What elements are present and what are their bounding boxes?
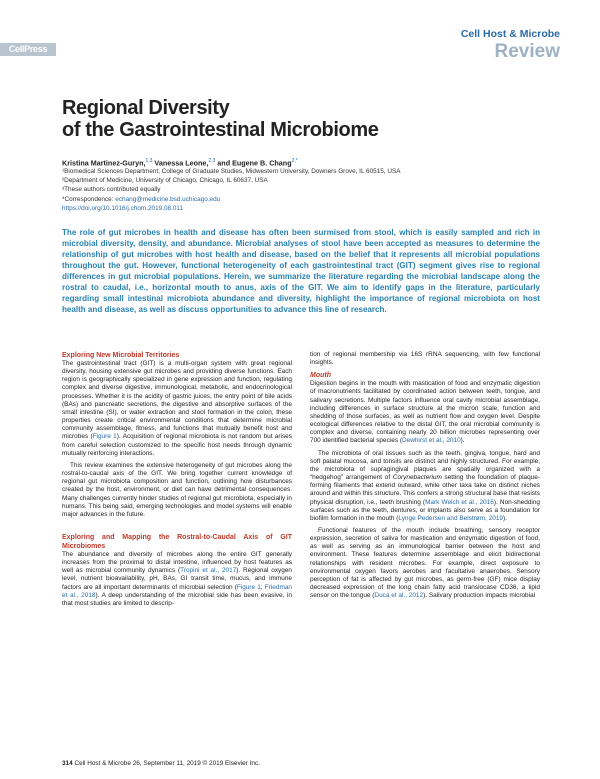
paragraph-text: The abundance and diversity of microbes along the entire GIT generally increases from the proximal to distal intestine, influenced by host features as well as microbial community dynamics ( — [62, 550, 292, 575]
right-column — [310, 351, 540, 604]
correspondence-label: *Correspondence: — [62, 196, 116, 203]
paragraph-text: ). — [460, 437, 465, 445]
reference-link[interactable]: Dewhirst et al., 2010 — [401, 437, 461, 445]
paragraph — [62, 551, 292, 608]
paragraph-text: ). Regional oxygen level, nutrient bioavailability, pH, BAs, GI transit time, mucus, and immune factors are all important determinants of microbial selection ( — [62, 567, 292, 591]
section-heading-mapping: Exploring and Mapping the Rostral-to-Caudal Axis of GIT Microbiomes — [62, 533, 292, 550]
paragraph-text: The gastrointestinal tract (GIT) is a multi-organ system with great regional diversity, housing extensive gut microbes and providing diverse functions. Each region is geographically specialized in gene expression and function, regulating complex and diverse digestive, immunological, metabolic, and endocrinological processes. Whether it is the acidity of gastric juices, the entry point of bile acids (BAs) and pancreatic secretions, the digestive and absorptive surfaces of the small intestine (SI), or water extraction and stool formation in the colon, these properties create critical environmental conditions that determine microbial community assemblage, fitness, and functions that mutually benefit host and microbes ( — [62, 360, 292, 441]
paragraph-text: ). Salivary production impacts microbial — [423, 592, 536, 600]
reference-link[interactable]: Tropini et al., 2017 — [180, 567, 237, 575]
paragraph — [310, 380, 540, 445]
reference-link[interactable]: Friedman et al., 2018 — [62, 583, 292, 599]
author-2: Vanessa Leone, — [152, 158, 209, 168]
author-1-affiliation: 1,3 — [145, 158, 153, 164]
paragraph: This review examines the extensive heterogeneity of gut microbes along the rostral-to-caudal axis of the GIT. We bring together current knowledge of regional gut microbiota composition and function, outlining how disturbances created by the host, environment, or diet can have detrimental consequences. Many challenges currently hinder studies of regional gut microbiota, especially in humans. This being said, emerging technologies and model systems will enable major advances in the future. — [62, 461, 292, 518]
paragraph — [62, 360, 292, 458]
footer-citation: Cell Host & Microbe 26, September 11, 2019 © 2019 Elsevier Inc. — [72, 760, 260, 767]
affiliation-3: ³These authors contributed equally — [62, 186, 161, 193]
correspondence-email-link[interactable]: echang@medicine.bsd.uchicago.edu — [115, 196, 221, 203]
paragraph-text: Functional features of the mouth include breathing, sensory receptor expression, secretion of saliva for mastication and enzymatic digestion of food, as well as serving as an immunological barrier between the host and environment. These features determine assemblage and elicit bidirectional relationships with resident microbes. For example, direct exposure to environmental oxygen favors aerobes and facultative anaerobes. Sensory perception of fat is affected by gut microbes, as germ-free (GF) mice display decreased expression of the long chain fatty acid translocase CD36, a lipid sensor on the tongue ( — [310, 526, 540, 600]
doi — [62, 205, 542, 214]
figure-1-link[interactable]: Figure 1 — [236, 583, 261, 591]
paragraph — [310, 527, 540, 600]
abstract: The role of gut microbes in health and disease has often been surmised from stool, which is easily sampled and rich in microbial diversity, density, and abundance. Microbial analyses of stool have been accepted as measures to determine the relationship of gut microbes with host health and disease, based on the belief that it represents all microbial populations throughout the gut. However, functional heterogeneity of each gastrointestinal tract (GIT) segment gives rise to regional differences in gut microbial populations. Herein, we summarize the literature regarding the microbial landscape along the rostral to caudal, i.e., horizontal mouth to anus, axis of the GIT. We aim to identify gaps in the literature, particularly regarding small intestinal microbiota abundance and diversity, highlight the importance of regional microbiota on host health and disease, as well as discuss opportunities to advance this line of research. — [62, 228, 540, 314]
journal-name: Cell Host & Microbe — [460, 28, 560, 40]
paragraph-text: The microbiota of oral tissues such as the teeth, gingiva, tongue, hard and soft palatal mucosa, and tonsils are distinct and highly structured. For example, the microbiota of supragingival plaques are spatially organized with a “hedgehog” arrangement of — [310, 449, 540, 482]
paragraph-text: Digestion begins in the mouth with mastication of food and enzymatic digestion of macronutrients facilitated by coordinated action between teeth, tongue, and salivary secretions. Multiple factors influence oral cavity microbial assemblage, including differences in surface structure at the micron scale, function and shedding of those surfaces, as well as nutrient flow and oxygen level. Despite ecological differences relative to the distal GIT, the oral microbial community is complex and diverse, containing nearly 20 billion microbes representing over 700 identified bacterial species ( — [310, 380, 540, 445]
title-line-1: Regional Diversity — [62, 97, 230, 119]
paragraph: tion of regional membership via 16S rRNA sequencing, with few functional insights. — [310, 351, 540, 367]
article-title — [62, 97, 542, 141]
author-list — [62, 158, 298, 167]
paragraph-text: ). — [503, 514, 507, 522]
paragraph-text: ). A deep understanding of the microbial side has been evasive, in that most studies are limited to descrip- — [62, 591, 292, 607]
paragraph-text: ). Non-shedding surfaces such as the teeth, dentures, or implants also serve as a foundation for biofilm formation in the mouth ( — [310, 498, 541, 522]
paragraph — [310, 450, 540, 523]
doi-link[interactable]: https://doi.org/10.1016/j.chom.2019.08.011 — [62, 205, 184, 212]
paragraph-text: ; — [260, 583, 265, 591]
correspondence — [62, 196, 542, 205]
figure-1-link[interactable]: Figure 1 — [92, 433, 117, 441]
page-footer — [62, 760, 260, 767]
author-1: Kristina Martinez-Guryn, — [62, 158, 146, 168]
author-3-affiliation: 2,* — [291, 158, 298, 164]
reference-link[interactable]: Duca et al., 2012 — [374, 592, 424, 600]
paragraph-text: setting the foundation of plaque-forming filaments that extend outward, while other taxa take on distinct niches around and within this structure. This confers a strong structural base that resists physical disruption, i.e., teeth brushing ( — [310, 474, 540, 506]
affiliation-2: ²Department of Medicine, University of Chicago, Chicago, IL 60637, USA — [62, 177, 268, 184]
author-3: and Eugene B. Chang — [215, 158, 292, 168]
reference-link[interactable]: Mark Welch et al., 2016 — [425, 498, 494, 506]
section-heading-exploring: Exploring New Microbial Territories — [62, 352, 180, 359]
section-heading-mouth: Mouth — [310, 372, 331, 380]
section-label: Review — [494, 41, 560, 62]
author-2-affiliation: 2,3 — [208, 158, 216, 164]
reference-link[interactable]: Lynge Pedersen and Belstrøm, 2019 — [398, 514, 503, 522]
title-line-2: of the Gastrointestinal Microbiome — [62, 119, 379, 141]
publisher-logo: CellPress — [0, 43, 56, 56]
left-column — [62, 351, 292, 612]
genus-name: Corynebacterium — [392, 474, 442, 482]
page-number: 314 — [62, 760, 73, 767]
affiliation-1: ¹Biomedical Sciences Department, College of Graduate Studies, Midwestern University, Downers Grove, IL 60515, USA — [62, 168, 401, 175]
paragraph-text: ). Acquisition of regional microbiota is not random but arises from careful selection customized to the specific host needs through dynamic mutually reinforcing interactions. — [62, 433, 292, 457]
